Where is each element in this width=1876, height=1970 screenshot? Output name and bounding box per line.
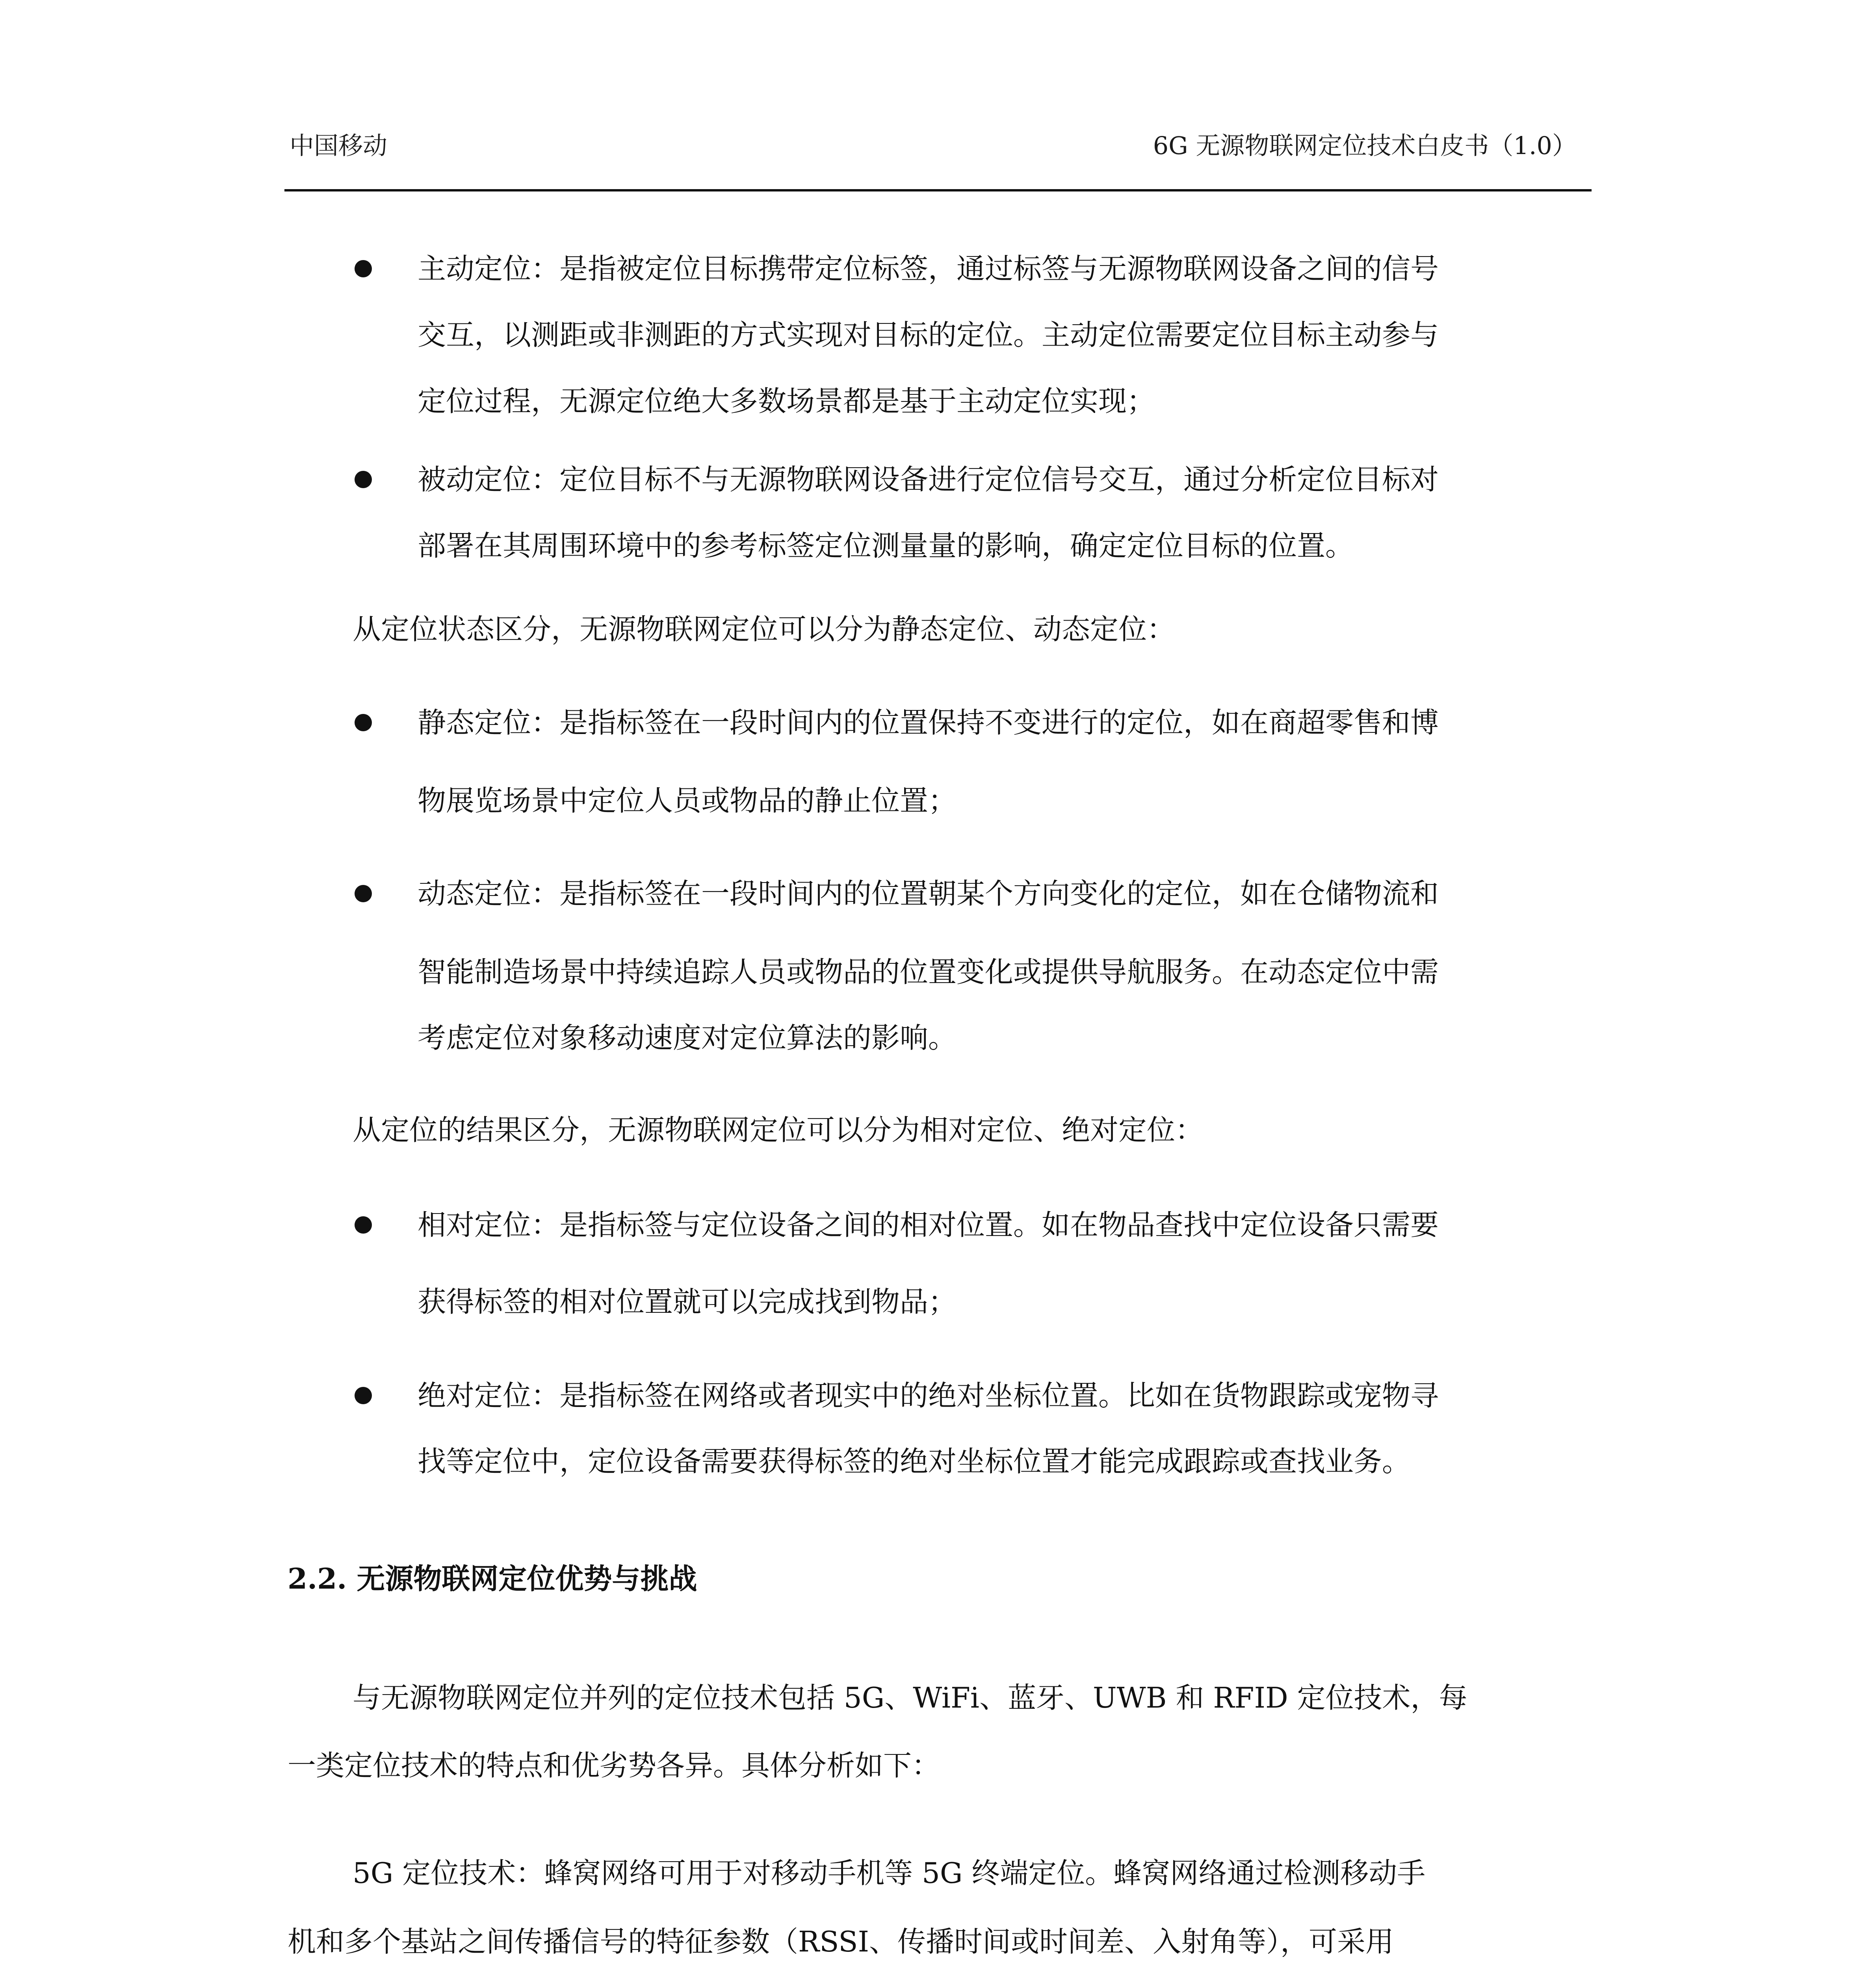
bullet-dynamic-line1: 动态定位：是指标签在一段时间内的位置朝某个方向变化的定位，如在仓储物流和: [418, 877, 1439, 910]
state-intro: 从定位状态区分，无源物联网定位可以分为静态定位、动态定位：: [353, 613, 1176, 646]
header-doc-title: 6G 无源物联网定位技术白皮书（1.0）: [1153, 131, 1577, 160]
bullet-absolute-line1: 绝对定位：是指标签在网络或者现实中的绝对坐标位置。比如在货物跟踪或宠物寻: [418, 1379, 1439, 1412]
bullet-relative-line1: 相对定位：是指标签与定位设备之间的相对位置。如在物品查找中定位设备只需要: [418, 1208, 1439, 1241]
para-5g-line1: 5G 定位技术：蜂窝网络可用于对移动手机等 5G 终端定位。蜂窝网络通过检测移动手: [353, 1857, 1426, 1890]
bullet-active-line1: 主动定位：是指被定位目标携带定位标签，通过标签与无源物联网设备之间的信号: [418, 252, 1439, 285]
bullet-relative-line2: 获得标签的相对位置就可以完成找到物品；: [418, 1285, 957, 1318]
bullet-icon: [355, 260, 372, 277]
header-divider: [284, 189, 1592, 191]
section-heading: 2.2. 无源物联网定位优势与挑战: [288, 1562, 697, 1595]
bullet-active-line2: 交互，以测距或非测距的方式实现对目标的定位。主动定位需要定位目标主动参与: [418, 318, 1439, 351]
bullet-icon: [355, 471, 372, 488]
bullet-icon: [355, 1387, 372, 1404]
bullet-dynamic-line3: 考虑定位对象移动速度对定位算法的影响。: [418, 1021, 957, 1054]
bullet-dynamic-line2: 智能制造场景中持续追踪人员或物品的位置变化或提供导航服务。在动态定位中需: [418, 955, 1439, 989]
bullet-static-line2: 物展览场景中定位人员或物品的静止位置；: [418, 784, 957, 817]
para-intro-line1: 与无源物联网定位并列的定位技术包括 5G、WiFi、蓝牙、UWB 和 RFID 定位技术，每: [353, 1681, 1467, 1714]
bullet-passive-line1: 被动定位：定位目标不与无源物联网设备进行定位信号交互，通过分析定位目标对: [418, 463, 1439, 496]
bullet-absolute-line2: 找等定位中，定位设备需要获得标签的绝对坐标位置才能完成跟踪或查找业务。: [418, 1445, 1411, 1478]
para-intro-line2: 一类定位技术的特点和优劣势各异。具体分析如下：: [288, 1749, 940, 1782]
header-org: 中国移动: [290, 131, 388, 160]
bullet-icon: [355, 885, 372, 902]
bullet-icon: [355, 714, 372, 731]
result-intro: 从定位的结果区分，无源物联网定位可以分为相对定位、绝对定位：: [353, 1113, 1204, 1147]
bullet-passive-line2: 部署在其周围环境中的参考标签定位测量量的影响，确定定位目标的位置。: [418, 529, 1354, 562]
bullet-icon: [355, 1216, 372, 1234]
bullet-static-line1: 静态定位：是指标签在一段时间内的位置保持不变进行的定位，如在商超零售和博: [418, 706, 1439, 739]
para-5g-line2: 机和多个基站之间传播信号的特征参数（RSSI、传播时间或时间差、入射角等），可采用: [288, 1925, 1394, 1958]
bullet-active-line3: 定位过程，无源定位绝大多数场景都是基于主动定位实现；: [418, 385, 1155, 418]
